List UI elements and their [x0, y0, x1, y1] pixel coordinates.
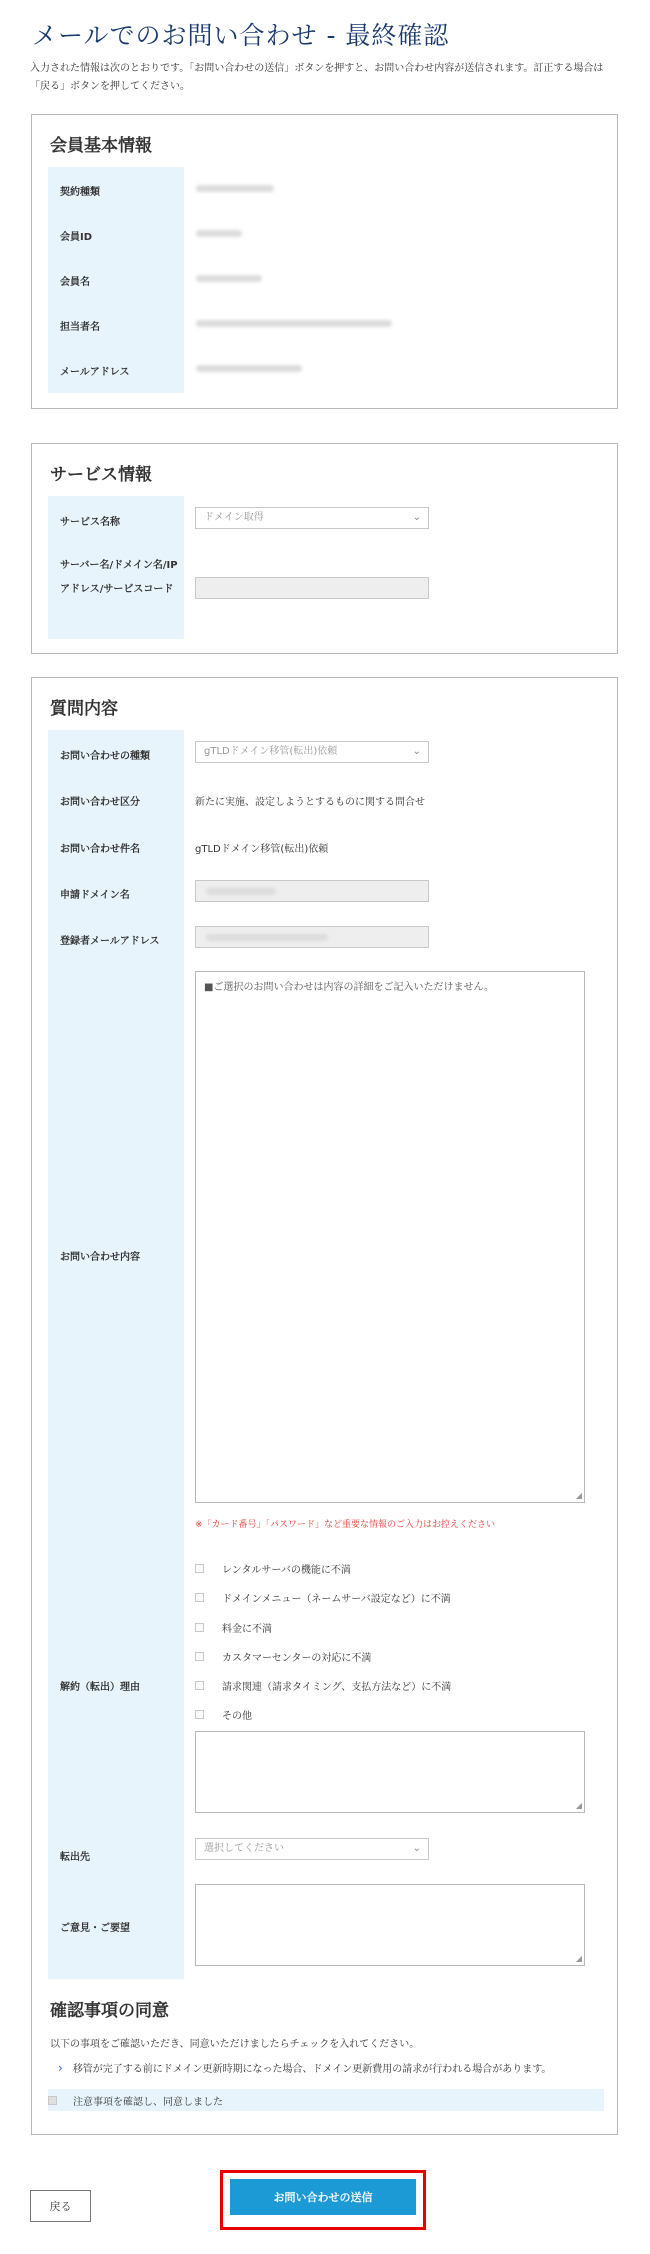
reason-option-label: その他 — [222, 1710, 252, 1722]
chevron-down-icon: ⌄ — [412, 512, 421, 523]
reason-option-label: 請求関連（請求タイミング、支払方法など）に不満 — [222, 1681, 452, 1693]
resize-handle-icon[interactable]: ◢ — [575, 1801, 582, 1810]
inquiry-content-label: お問い合わせ内容 — [60, 1252, 140, 1263]
agreement-text: 以下の事項をご確認いただき、同意いただけましたらチェックを入れてください。 — [50, 2039, 420, 2050]
member-row — [48, 302, 604, 347]
row-label: 会員ID — [60, 232, 93, 243]
registrant-email-label: 登録者メールアドレス — [60, 936, 160, 947]
domain-name-input[interactable] — [195, 880, 429, 902]
label-column — [48, 730, 184, 1979]
chevron-down-icon: ⌄ — [412, 1843, 421, 1854]
consent-checkbox[interactable] — [48, 2096, 57, 2105]
consent-row[interactable] — [48, 2089, 604, 2111]
resize-handle-icon[interactable]: ◢ — [575, 1954, 582, 1963]
question-section — [31, 677, 618, 2135]
inquiry-subject-label: お問い合わせ件名 — [60, 844, 140, 855]
reason-option-label: カスタマーセンターの対応に不満 — [222, 1652, 372, 1664]
reason-option-label: ドメインメニュー（ネームサーバ設定など）に不満 — [222, 1593, 451, 1605]
service-name-select[interactable] — [195, 507, 429, 529]
section-title-service: サービス情報 — [50, 465, 152, 485]
inquiry-category-label: お問い合わせ区分 — [60, 797, 140, 808]
member-row — [48, 167, 604, 212]
blurred-value — [196, 184, 274, 195]
transfer-destination-placeholder: 選択してください — [204, 1843, 284, 1854]
intro-text: 入力された情報は次のとおりです。「お問い合わせの送信」ボタンを押すと、お問い合わせ内容が送信されます。訂正する場合は「戻る」ボタンを押してください。 — [30, 63, 604, 92]
inquiry-content-text: ■ご選択のお問い合わせは内容の詳細をご記入いただけません。 — [204, 982, 495, 993]
checkbox[interactable] — [195, 1593, 204, 1602]
back-button[interactable]: 戻る — [30, 2190, 91, 2222]
row-label: 契約種類 — [60, 187, 100, 198]
member-info-section — [31, 114, 618, 409]
reason-option[interactable] — [195, 1706, 252, 1722]
section-title-question: 質問内容 — [50, 699, 118, 719]
transfer-destination-select[interactable] — [195, 1838, 429, 1860]
submit-button[interactable]: お問い合わせの送信 — [230, 2179, 416, 2215]
member-row — [48, 257, 604, 302]
checkbox[interactable] — [195, 1681, 204, 1690]
chevron-right-icon: › — [58, 2060, 63, 2075]
cancel-reason-label: 解約（転出）理由 — [60, 1682, 140, 1693]
agreement-title: 確認事項の同意 — [50, 2001, 169, 2021]
inquiry-content-textarea[interactable] — [195, 971, 585, 1503]
inquiry-type-label: お問い合わせの種類 — [60, 751, 150, 762]
checkbox[interactable] — [195, 1564, 204, 1573]
inquiry-type-value: gTLDドメイン移管(転出)依頼 — [204, 746, 338, 757]
row-label: 担当者名 — [60, 322, 100, 333]
registrant-email-input[interactable] — [195, 926, 429, 948]
blurred-value — [196, 229, 242, 240]
server-name-input[interactable] — [195, 577, 429, 599]
row-label: 会員名 — [60, 277, 90, 288]
service-info-section — [31, 443, 618, 654]
member-row — [48, 212, 604, 257]
section-title-member: 会員基本情報 — [50, 136, 152, 156]
reason-detail-textarea[interactable] — [195, 1731, 585, 1813]
reason-option-label: レンタルサーバの機能に不満 — [222, 1564, 351, 1576]
domain-name-label: 申請ドメイン名 — [60, 890, 130, 901]
agreement-notice-text: 移管が完了する前にドメイン更新時期になった場合、ドメイン更新費用の請求が行われる場合があります。 — [72, 2064, 552, 2075]
inquiry-category-value: 新たに実施、設定しようとするものに関する問合せ — [195, 797, 425, 808]
page-title: メールでのお問い合わせ - 最終確認 — [32, 21, 450, 50]
reason-option[interactable] — [195, 1619, 272, 1635]
opinion-textarea[interactable] — [195, 1884, 585, 1966]
inquiry-subject-value: gTLDドメイン移管(転出)依頼 — [195, 844, 329, 855]
member-row — [48, 347, 604, 393]
opinion-label: ご意見・ご要望 — [60, 1923, 130, 1934]
service-name-label: サービス名称 — [60, 517, 120, 528]
server-name-label: サーバー名/ドメイン名/IPアドレス/サービスコード — [60, 560, 178, 595]
checkbox[interactable] — [195, 1710, 204, 1719]
blurred-value — [196, 319, 392, 330]
reason-option[interactable] — [195, 1589, 451, 1605]
agreement-notice — [58, 2060, 551, 2075]
blurred-value — [196, 274, 262, 285]
row-label: メールアドレス — [60, 367, 130, 378]
checkbox[interactable] — [195, 1652, 204, 1661]
reason-option-label: 料金に不満 — [222, 1623, 272, 1635]
reason-option[interactable] — [195, 1677, 451, 1693]
transfer-destination-label: 転出先 — [60, 1852, 90, 1863]
consent-label: 注意事項を確認し、同意しました — [73, 2096, 223, 2108]
security-warning: ※「カード番号」「パスワード」など重要な情報のご入力はお控えください — [195, 1520, 496, 1530]
service-name-value: ドメイン取得 — [204, 512, 264, 523]
resize-handle-icon[interactable]: ◢ — [575, 1491, 582, 1500]
inquiry-type-select[interactable] — [195, 741, 429, 763]
checkbox[interactable] — [195, 1623, 204, 1632]
reason-option[interactable] — [195, 1648, 371, 1664]
chevron-down-icon: ⌄ — [412, 746, 421, 757]
reason-option[interactable] — [195, 1560, 351, 1576]
blurred-value — [196, 364, 302, 375]
